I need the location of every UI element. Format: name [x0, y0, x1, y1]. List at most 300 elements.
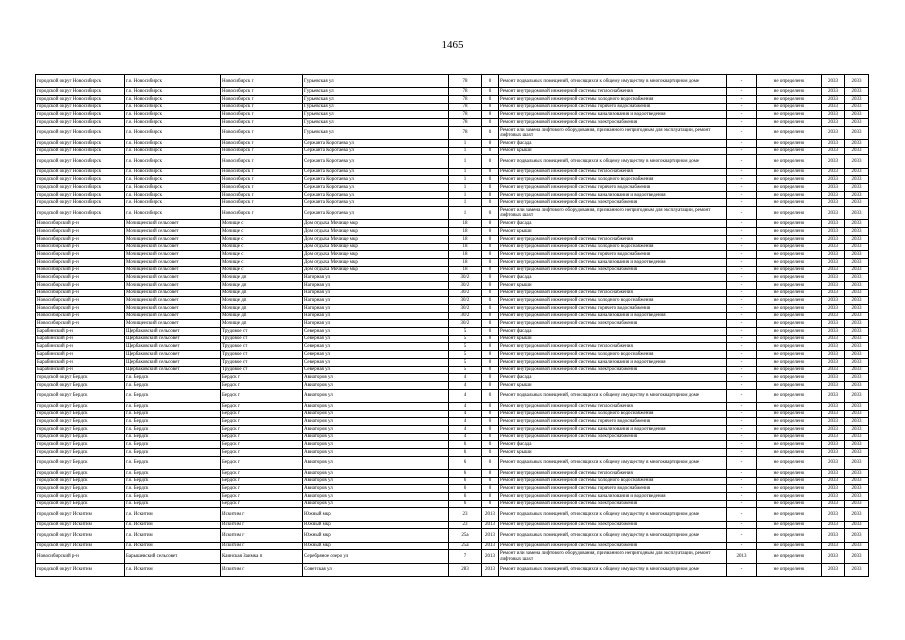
table-row	[36, 103, 869, 111]
table-row	[36, 266, 869, 274]
settlement-cell: г.о. Новосибирск	[125, 155, 221, 168]
prev-repair-cell: -	[727, 374, 757, 382]
cost-cell: не определено	[757, 374, 822, 382]
plan-year-start-cell: 2033	[822, 228, 845, 236]
settlement-cell: Щербаковский сельсовет	[125, 328, 221, 336]
street-cell: Сержанта Коротаева ул	[303, 191, 449, 199]
municipality-cell: Новосибирский р-н	[36, 228, 125, 236]
table-row	[36, 328, 869, 336]
year-cell: 0	[482, 305, 499, 313]
plan-year-end-cell: 2033	[845, 147, 869, 155]
street-cell: Северная ул	[303, 351, 449, 359]
settlement-cell: г.о. Бердск	[125, 381, 221, 389]
work-type-cell: Ремонт или замена лифтового оборудования, признанного непригодным для эксплуатации, ремонт лифтовых шахт	[499, 207, 727, 220]
locality-cell: Новосибирск г	[221, 168, 303, 176]
table-body	[36, 75, 869, 577]
street-cell: Сержанта Коротаева ул	[303, 147, 449, 155]
table-row	[36, 274, 869, 282]
house-number-cell: 6	[449, 448, 482, 456]
table-row	[36, 305, 869, 313]
cost-cell: не определено	[757, 456, 822, 469]
street-cell: Серебряное озеро ул	[303, 550, 449, 563]
settlement-cell: Мочищенский сельсовет	[125, 251, 221, 259]
plan-year-start-cell: 2033	[822, 521, 845, 529]
locality-cell: Новосибирск г	[221, 88, 303, 96]
locality-cell: Бердск г	[221, 477, 303, 485]
locality-cell: Бердск г	[221, 500, 303, 508]
work-type-cell: Ремонт подвальных помещений, относящихся к общему имуществу в многоквартирном доме	[499, 75, 727, 88]
table-row	[36, 235, 869, 243]
cost-cell: не определено	[757, 312, 822, 320]
house-number-cell: 30/2	[449, 320, 482, 328]
municipality-cell: городской округ Искитим	[36, 529, 125, 542]
house-number-cell: 78	[449, 126, 482, 139]
settlement-cell: Щербаковский сельсовет	[125, 335, 221, 343]
work-type-cell: Ремонт внутридомовой инженерной системы канализования и водоотведения	[499, 358, 727, 366]
house-number-cell: 18	[449, 235, 482, 243]
plan-year-start-cell: 2033	[822, 281, 845, 289]
street-cell: Дом отдыха Мочище мкр	[303, 251, 449, 259]
plan-year-start-cell: 2033	[822, 312, 845, 320]
work-type-cell: Ремонт внутридомовой инженерной системы горячего водоснабжения	[499, 184, 727, 192]
plan-year-end-cell: 2033	[845, 381, 869, 389]
street-cell: Авиаторов ул	[303, 448, 449, 456]
prev-repair-cell: -	[727, 542, 757, 550]
plan-year-start-cell: 2033	[822, 358, 845, 366]
cost-cell: не определено	[757, 328, 822, 336]
year-cell: 0	[482, 418, 499, 426]
year-cell: 0	[482, 168, 499, 176]
house-number-cell: 4	[449, 418, 482, 426]
prev-repair-cell: -	[727, 312, 757, 320]
table-row	[36, 493, 869, 501]
prev-repair-cell: -	[727, 274, 757, 282]
plan-year-end-cell: 2033	[845, 305, 869, 313]
table-row	[36, 168, 869, 176]
prev-repair-cell: -	[727, 281, 757, 289]
house-number-cell: 18	[449, 243, 482, 251]
house-number-cell: 78	[449, 88, 482, 96]
table-row	[36, 320, 869, 328]
plan-year-start-cell: 2033	[822, 529, 845, 542]
street-cell: Нагорная ул	[303, 312, 449, 320]
work-type-cell: Ремонт внутридомовой инженерной системы теплоснабжения	[499, 402, 727, 410]
municipality-cell: Барабинский р-н	[36, 343, 125, 351]
municipality-cell: городской округ Новосибирск	[36, 95, 125, 103]
settlement-cell: г.о. Новосибирск	[125, 95, 221, 103]
plan-year-end-cell: 2033	[845, 95, 869, 103]
prev-repair-cell: -	[727, 381, 757, 389]
work-type-cell: Ремонт внутридомовой инженерной системы канализования и водоотведения	[499, 191, 727, 199]
plan-year-start-cell: 2033	[822, 155, 845, 168]
year-cell: 0	[482, 493, 499, 501]
municipality-cell: городской округ Бердск	[36, 402, 125, 410]
plan-year-start-cell: 2033	[822, 147, 845, 155]
settlement-cell: Мочищенский сельсовет	[125, 266, 221, 274]
municipality-cell: городской округ Новосибирск	[36, 75, 125, 88]
plan-year-end-cell: 2033	[845, 289, 869, 297]
plan-year-start-cell: 2033	[822, 184, 845, 192]
plan-year-start-cell: 2033	[822, 500, 845, 508]
plan-year-start-cell: 2033	[822, 418, 845, 426]
work-type-cell: Ремонт подвальных помещений, относящихся к общему имуществу в многоквартирном доме	[499, 456, 727, 469]
municipality-cell: городской округ Бердск	[36, 381, 125, 389]
street-cell: Гурьевская ул	[303, 111, 449, 119]
cost-cell: не определено	[757, 469, 822, 477]
table-row	[36, 88, 869, 96]
work-type-cell: Ремонт или замена лифтового оборудования, признанного непригодным для эксплуатации, ремонт лифтовых шахт	[499, 126, 727, 139]
cost-cell: не определено	[757, 155, 822, 168]
year-cell: 0	[482, 95, 499, 103]
settlement-cell: г.о. Бердск	[125, 477, 221, 485]
locality-cell: Мочище дп	[221, 281, 303, 289]
street-cell: Северная ул	[303, 328, 449, 336]
plan-year-end-cell: 2033	[845, 220, 869, 228]
prev-repair-cell: -	[727, 410, 757, 418]
municipality-cell: городской округ Искитим	[36, 563, 125, 576]
table-row	[36, 176, 869, 184]
locality-cell: Новосибирск г	[221, 191, 303, 199]
table-row	[36, 374, 869, 382]
house-number-cell: 25а	[449, 542, 482, 550]
plan-year-start-cell: 2033	[822, 119, 845, 127]
plan-year-end-cell: 2033	[845, 485, 869, 493]
locality-cell: Бердск г	[221, 493, 303, 501]
year-cell: 0	[482, 358, 499, 366]
cost-cell: не определено	[757, 508, 822, 521]
house-number-cell: 1	[449, 140, 482, 148]
table-row	[36, 111, 869, 119]
plan-year-start-cell: 2033	[822, 297, 845, 305]
prev-repair-cell: -	[727, 441, 757, 449]
prev-repair-cell: -	[727, 477, 757, 485]
prev-repair-cell: -	[727, 289, 757, 297]
prev-repair-cell: -	[727, 366, 757, 374]
table-row	[36, 500, 869, 508]
house-number-cell: 30/2	[449, 274, 482, 282]
work-type-cell: Ремонт подвальных помещений, относящихся к общему имуществу в многоквартирном доме	[499, 563, 727, 576]
plan-year-end-cell: 2033	[845, 508, 869, 521]
cost-cell: не определено	[757, 119, 822, 127]
plan-year-end-cell: 2033	[845, 184, 869, 192]
house-number-cell: 283	[449, 563, 482, 576]
prev-repair-cell: 2013	[727, 550, 757, 563]
cost-cell: не определено	[757, 111, 822, 119]
plan-year-start-cell: 2033	[822, 289, 845, 297]
work-type-cell: Ремонт фасада	[499, 441, 727, 449]
settlement-cell: г.о. Новосибирск	[125, 103, 221, 111]
locality-cell: Бердск г	[221, 433, 303, 441]
cost-cell: не определено	[757, 343, 822, 351]
work-type-cell: Ремонт внутридомовой инженерной системы горячего водоснабжения	[499, 103, 727, 111]
work-type-cell: Ремонт внутридомовой инженерной системы теплоснабжения	[499, 168, 727, 176]
municipality-cell: городской округ Бердск	[36, 410, 125, 418]
municipality-cell: Новосибирский р-н	[36, 251, 125, 259]
year-cell: 0	[482, 111, 499, 119]
locality-cell: Каинская Заимка п	[221, 550, 303, 563]
house-number-cell: 6	[449, 500, 482, 508]
work-type-cell: Ремонт подвальных помещений, относящихся к общему имуществу в многоквартирном доме	[499, 508, 727, 521]
work-type-cell: Ремонт крыши	[499, 335, 727, 343]
cost-cell: не определено	[757, 529, 822, 542]
table-row	[36, 335, 869, 343]
plan-year-start-cell: 2033	[822, 493, 845, 501]
table-row	[36, 441, 869, 449]
work-type-cell: Ремонт внутридомовой инженерной системы теплоснабжения	[499, 235, 727, 243]
capital-repair-table	[35, 74, 869, 577]
prev-repair-cell: -	[727, 228, 757, 236]
year-cell: 2013	[482, 508, 499, 521]
year-cell: 2013	[482, 563, 499, 576]
plan-year-start-cell: 2033	[822, 389, 845, 402]
municipality-cell: городской округ Новосибирск	[36, 155, 125, 168]
year-cell: 0	[482, 448, 499, 456]
municipality-cell: Новосибирский р-н	[36, 235, 125, 243]
house-number-cell: 6	[449, 456, 482, 469]
house-number-cell: 78	[449, 95, 482, 103]
table-row	[36, 119, 869, 127]
municipality-cell: городской округ Бердск	[36, 448, 125, 456]
street-cell: Дом отдыха Мочище мкр	[303, 243, 449, 251]
page-number: 1465	[441, 39, 464, 51]
prev-repair-cell: -	[727, 75, 757, 88]
locality-cell: Мочище дп	[221, 320, 303, 328]
house-number-cell: 30/2	[449, 305, 482, 313]
year-cell: 0	[482, 155, 499, 168]
locality-cell: Бердск г	[221, 389, 303, 402]
cost-cell: не определено	[757, 550, 822, 563]
table-row	[36, 258, 869, 266]
prev-repair-cell: -	[727, 111, 757, 119]
table-row	[36, 75, 869, 88]
table-row	[36, 469, 869, 477]
cost-cell: не определено	[757, 168, 822, 176]
municipality-cell: городской округ Бердск	[36, 469, 125, 477]
street-cell: Авиаторов ул	[303, 433, 449, 441]
work-type-cell: Ремонт фасада	[499, 140, 727, 148]
table-row	[36, 521, 869, 529]
settlement-cell: г.о. Бердск	[125, 389, 221, 402]
locality-cell: Новосибирск г	[221, 95, 303, 103]
settlement-cell: г.о. Новосибирск	[125, 147, 221, 155]
locality-cell: Бердск г	[221, 456, 303, 469]
plan-year-end-cell: 2033	[845, 274, 869, 282]
settlement-cell: Мочищенский сельсовет	[125, 258, 221, 266]
settlement-cell: Мочищенский сельсовет	[125, 289, 221, 297]
plan-year-start-cell: 2033	[822, 126, 845, 139]
prev-repair-cell: -	[727, 199, 757, 207]
prev-repair-cell: -	[727, 103, 757, 111]
prev-repair-cell: -	[727, 425, 757, 433]
plan-year-start-cell: 2033	[822, 456, 845, 469]
prev-repair-cell: -	[727, 358, 757, 366]
street-cell: Авиаторов ул	[303, 456, 449, 469]
plan-year-end-cell: 2033	[845, 500, 869, 508]
table-row	[36, 207, 869, 220]
street-cell: Дом отдыха Мочище мкр	[303, 258, 449, 266]
table-row	[36, 448, 869, 456]
year-cell: 0	[482, 75, 499, 88]
locality-cell: Искитим г	[221, 521, 303, 529]
municipality-cell: городской округ Бердск	[36, 485, 125, 493]
plan-year-start-cell: 2033	[822, 199, 845, 207]
locality-cell: Мочище дп	[221, 297, 303, 305]
prev-repair-cell: -	[727, 563, 757, 576]
house-number-cell: 5	[449, 351, 482, 359]
work-type-cell: Ремонт внутридомовой инженерной системы электроснабжения	[499, 542, 727, 550]
locality-cell: Трудовое ст	[221, 358, 303, 366]
municipality-cell: Новосибирский р-н	[36, 320, 125, 328]
prev-repair-cell: -	[727, 389, 757, 402]
street-cell: Авиаторов ул	[303, 410, 449, 418]
street-cell: Сержанта Коротаева ул	[303, 184, 449, 192]
year-cell: 0	[482, 220, 499, 228]
street-cell: Авиаторов ул	[303, 500, 449, 508]
house-number-cell: 5	[449, 335, 482, 343]
prev-repair-cell: -	[727, 500, 757, 508]
cost-cell: не определено	[757, 95, 822, 103]
municipality-cell: Новосибирский р-н	[36, 266, 125, 274]
municipality-cell: Новосибирский р-н	[36, 243, 125, 251]
street-cell: Гурьевская ул	[303, 95, 449, 103]
year-cell: 0	[482, 191, 499, 199]
settlement-cell: г.о. Новосибирск	[125, 75, 221, 88]
prev-repair-cell: -	[727, 191, 757, 199]
street-cell: Гурьевская ул	[303, 126, 449, 139]
table-row	[36, 281, 869, 289]
street-cell: Гурьевская ул	[303, 88, 449, 96]
settlement-cell: г.о. Бердск	[125, 500, 221, 508]
prev-repair-cell: -	[727, 95, 757, 103]
year-cell: 0	[482, 433, 499, 441]
street-cell: Авиаторов ул	[303, 425, 449, 433]
work-type-cell: Ремонт фасада	[499, 328, 727, 336]
plan-year-start-cell: 2033	[822, 305, 845, 313]
work-type-cell: Ремонт внутридомовой инженерной системы теплоснабжения	[499, 469, 727, 477]
settlement-cell: Мочищенский сельсовет	[125, 320, 221, 328]
table-row	[36, 312, 869, 320]
house-number-cell: 1	[449, 176, 482, 184]
street-cell: Авиаторов ул	[303, 485, 449, 493]
locality-cell: Новосибирск г	[221, 184, 303, 192]
year-cell: 0	[482, 381, 499, 389]
year-cell: 2013	[482, 529, 499, 542]
work-type-cell: Ремонт внутридомовой инженерной системы холодного водоснабжения	[499, 477, 727, 485]
cost-cell: не определено	[757, 441, 822, 449]
municipality-cell: городской округ Бердск	[36, 456, 125, 469]
street-cell: Нагорная ул	[303, 281, 449, 289]
locality-cell: Мочище с	[221, 258, 303, 266]
plan-year-end-cell: 2033	[845, 243, 869, 251]
plan-year-start-cell: 2033	[822, 220, 845, 228]
table-row	[36, 199, 869, 207]
plan-year-end-cell: 2033	[845, 389, 869, 402]
work-type-cell: Ремонт фасада	[499, 274, 727, 282]
table-row	[36, 228, 869, 236]
year-cell: 0	[482, 297, 499, 305]
prev-repair-cell: -	[727, 184, 757, 192]
municipality-cell: городской округ Новосибирск	[36, 140, 125, 148]
plan-year-start-cell: 2033	[822, 374, 845, 382]
municipality-cell: Новосибирский р-н	[36, 274, 125, 282]
cost-cell: не определено	[757, 243, 822, 251]
locality-cell: Новосибирск г	[221, 176, 303, 184]
table-row	[36, 366, 869, 374]
cost-cell: не определено	[757, 184, 822, 192]
plan-year-end-cell: 2033	[845, 111, 869, 119]
house-number-cell: 5	[449, 343, 482, 351]
table-row	[36, 297, 869, 305]
locality-cell: Мочище с	[221, 235, 303, 243]
plan-year-start-cell: 2033	[822, 103, 845, 111]
municipality-cell: городской округ Новосибирск	[36, 126, 125, 139]
table-row	[36, 147, 869, 155]
prev-repair-cell: -	[727, 508, 757, 521]
year-cell: 2013	[482, 542, 499, 550]
plan-year-end-cell: 2033	[845, 251, 869, 259]
locality-cell: Мочище с	[221, 243, 303, 251]
plan-year-end-cell: 2033	[845, 433, 869, 441]
work-type-cell: Ремонт внутридомовой инженерной системы электроснабжения	[499, 199, 727, 207]
year-cell: 0	[482, 328, 499, 336]
street-cell: Нагорная ул	[303, 289, 449, 297]
prev-repair-cell: -	[727, 335, 757, 343]
locality-cell: Бердск г	[221, 425, 303, 433]
plan-year-start-cell: 2033	[822, 477, 845, 485]
work-type-cell: Ремонт подвальных помещений, относящихся к общему имуществу в многоквартирном доме	[499, 389, 727, 402]
year-cell: 0	[482, 500, 499, 508]
year-cell: 0	[482, 402, 499, 410]
street-cell: Южный мкр	[303, 529, 449, 542]
year-cell: 0	[482, 425, 499, 433]
work-type-cell: Ремонт крыши	[499, 228, 727, 236]
settlement-cell: г.о. Искитим	[125, 563, 221, 576]
plan-year-end-cell: 2033	[845, 258, 869, 266]
municipality-cell: городской округ Новосибирск	[36, 191, 125, 199]
year-cell: 2013	[482, 521, 499, 529]
table-row	[36, 381, 869, 389]
plan-year-end-cell: 2033	[845, 281, 869, 289]
year-cell: 0	[482, 312, 499, 320]
street-cell: Гурьевская ул	[303, 119, 449, 127]
settlement-cell: Щербаковский сельсовет	[125, 351, 221, 359]
year-cell: 0	[482, 441, 499, 449]
year-cell: 0	[482, 258, 499, 266]
table-row	[36, 389, 869, 402]
plan-year-start-cell: 2033	[822, 448, 845, 456]
locality-cell: Мочище дп	[221, 289, 303, 297]
year-cell: 0	[482, 176, 499, 184]
plan-year-start-cell: 2033	[822, 75, 845, 88]
settlement-cell: г.о. Бердск	[125, 425, 221, 433]
plan-year-start-cell: 2033	[822, 351, 845, 359]
work-type-cell: Ремонт внутридомовой инженерной системы электроснабжения	[499, 266, 727, 274]
plan-year-end-cell: 2033	[845, 235, 869, 243]
plan-year-end-cell: 2033	[845, 358, 869, 366]
prev-repair-cell: -	[727, 448, 757, 456]
street-cell: Северная ул	[303, 358, 449, 366]
municipality-cell: городской округ Бердск	[36, 477, 125, 485]
municipality-cell: городской округ Новосибирск	[36, 88, 125, 96]
street-cell: Северная ул	[303, 335, 449, 343]
house-number-cell: 1	[449, 147, 482, 155]
house-number-cell: 30/2	[449, 289, 482, 297]
street-cell: Авиаторов ул	[303, 441, 449, 449]
street-cell: Северная ул	[303, 343, 449, 351]
plan-year-start-cell: 2033	[822, 251, 845, 259]
house-number-cell: 4	[449, 389, 482, 402]
street-cell: Южный мкр	[303, 508, 449, 521]
